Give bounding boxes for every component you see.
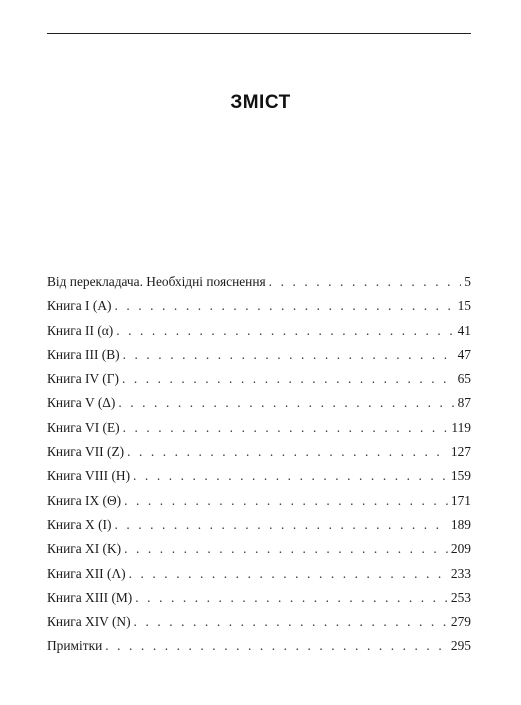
toc-entry-label: Книга XIV (N) — [47, 614, 131, 630]
dot-leader — [123, 416, 449, 440]
dot-leader — [114, 294, 454, 318]
toc-entry[interactable] — [47, 367, 471, 391]
toc-entry[interactable] — [47, 489, 471, 513]
toc-entry-label: Примітки — [47, 638, 103, 654]
dot-leader — [129, 562, 448, 586]
dot-leader — [269, 270, 462, 294]
toc-entry[interactable] — [47, 562, 471, 586]
toc-entry-page: 41 — [457, 322, 471, 338]
dot-leader — [116, 319, 454, 343]
dot-leader — [114, 513, 447, 537]
toc-entry-page: 119 — [451, 419, 471, 435]
toc-entry-label: Від перекладача. Необхідні пояснення — [47, 274, 266, 289]
toc-entry[interactable] — [47, 440, 471, 464]
toc-entry-page: 15 — [457, 298, 471, 314]
toc-entry-label: Книга III (B) — [47, 346, 120, 362]
toc-entry[interactable] — [47, 270, 471, 294]
toc-entry-page: 159 — [450, 468, 471, 484]
toc-entry[interactable] — [47, 537, 471, 561]
toc-entry-page: 253 — [450, 589, 471, 605]
toc-entry-page: 65 — [457, 371, 471, 387]
dot-leader — [105, 634, 448, 658]
dot-leader — [135, 586, 448, 610]
dot-leader — [122, 367, 455, 391]
toc-entry-page: 295 — [450, 638, 471, 654]
toc-entry-page: 189 — [450, 516, 471, 532]
toc-entry-label: Книга V (Δ) — [47, 395, 116, 411]
toc-entry-page: 233 — [450, 565, 471, 581]
toc-entry-label: Книга VI (E) — [47, 419, 120, 435]
toc-entry[interactable] — [47, 319, 471, 343]
toc-entry[interactable] — [47, 391, 471, 415]
toc-entry-page: 127 — [450, 444, 471, 460]
header-rule — [47, 33, 471, 34]
toc-entry-page: 171 — [450, 492, 471, 508]
toc-entry[interactable] — [47, 294, 471, 318]
toc-entry-label: Книга IX (Θ) — [47, 492, 122, 508]
toc-entry-label: Книга IV (Γ) — [47, 371, 119, 387]
dot-leader — [123, 343, 455, 367]
toc-entry-page: 87 — [457, 395, 471, 411]
toc-entry-page: 5 — [464, 274, 471, 289]
dot-leader — [133, 464, 448, 488]
toc-entry-label: Книга XI (K) — [47, 541, 122, 557]
toc-entry-label: Книга VII (Z) — [47, 444, 125, 460]
toc-entry-label: Книга VIII (H) — [47, 468, 131, 484]
toc-entry[interactable] — [47, 416, 471, 440]
toc-entry-page: 279 — [450, 614, 471, 630]
toc-entry-label: Книга X (I) — [47, 516, 112, 532]
toc-entry-page: 209 — [450, 541, 471, 557]
table-of-contents — [47, 270, 471, 659]
dot-leader — [124, 537, 448, 561]
toc-entry[interactable] — [47, 610, 471, 634]
toc-entry-page: 47 — [457, 346, 471, 362]
page-title: ЗМІСТ — [230, 92, 291, 113]
toc-entry[interactable] — [47, 513, 471, 537]
dot-leader — [118, 391, 454, 415]
toc-entry[interactable] — [47, 464, 471, 488]
toc-entry-label: Книга XIII (M) — [47, 589, 133, 605]
dot-leader — [134, 610, 448, 634]
toc-entry[interactable] — [47, 586, 471, 610]
toc-entry-label: Книга XII (Λ) — [47, 565, 126, 581]
toc-entry[interactable] — [47, 634, 471, 658]
dot-leader — [124, 489, 448, 513]
dot-leader — [127, 440, 448, 464]
toc-entry-label: Книга II (α) — [47, 322, 114, 338]
toc-entry[interactable] — [47, 343, 471, 367]
toc-entry-label: Книга I (A) — [47, 298, 112, 314]
